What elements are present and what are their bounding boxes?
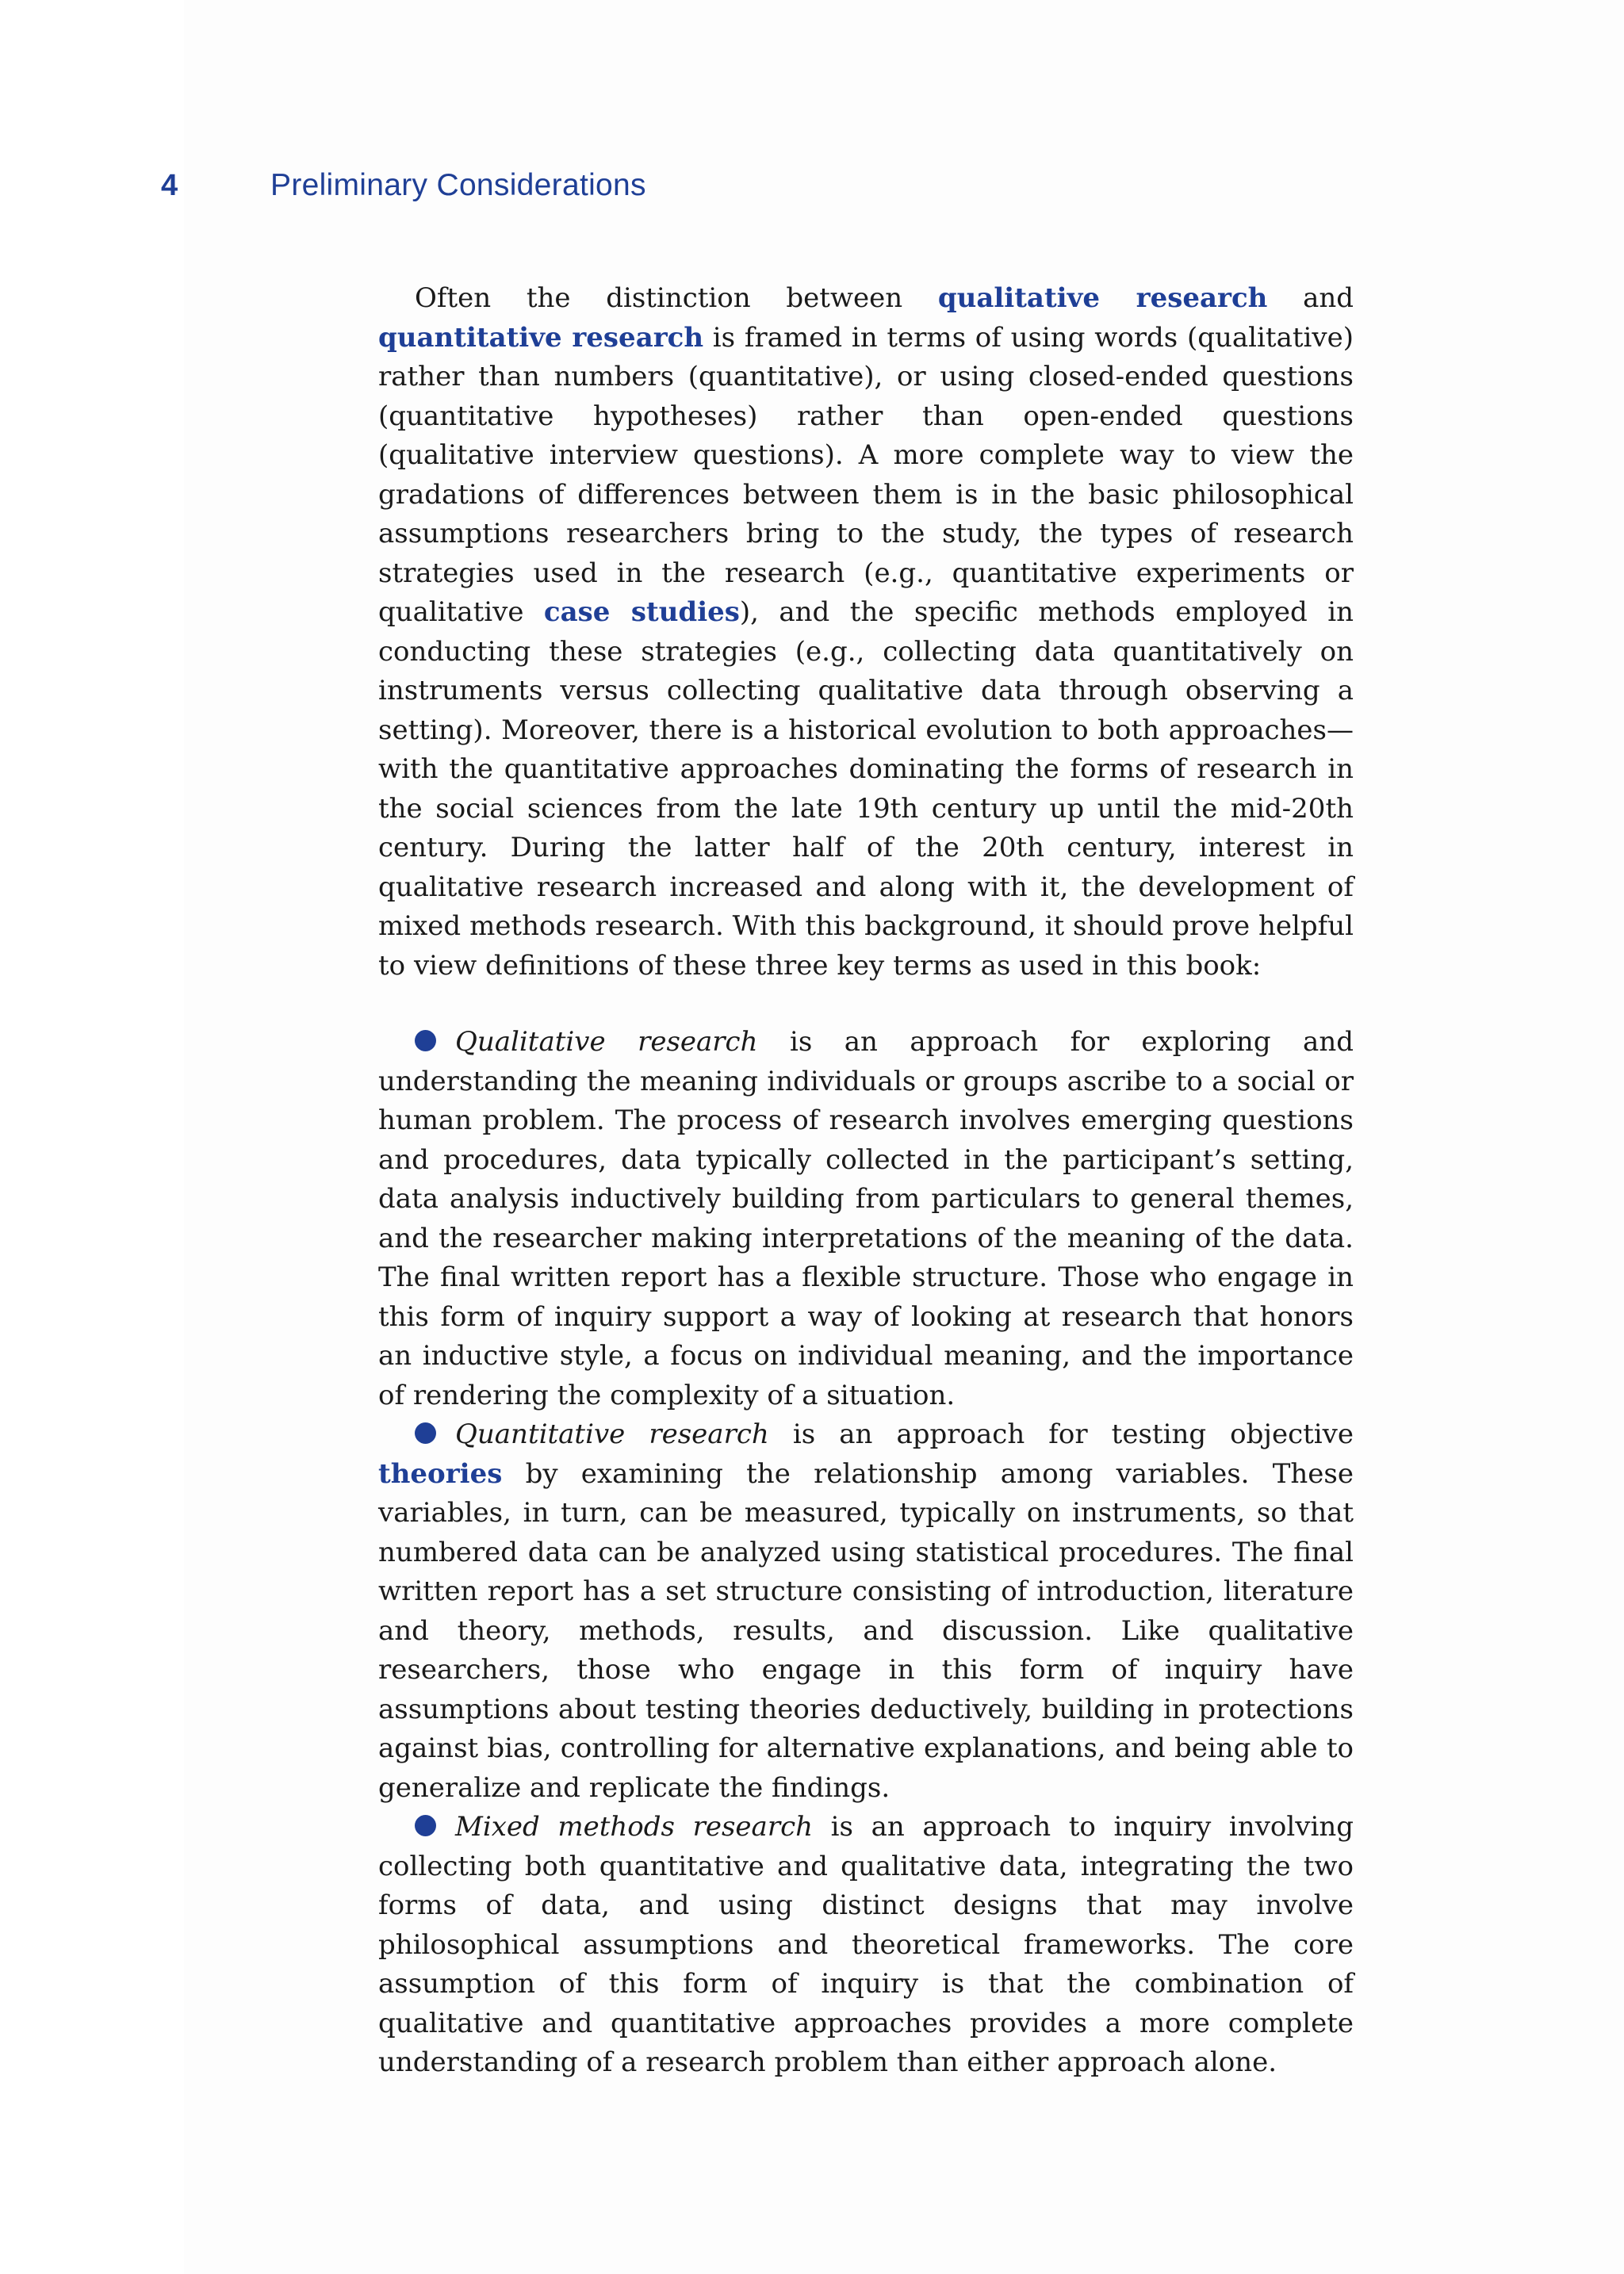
definition-list: [378, 1023, 1354, 2083]
intro-text-1: Often the distinction between: [415, 282, 938, 314]
definition-mixed-methods: [378, 1808, 1354, 2083]
bullet-icon: [415, 1422, 436, 1444]
definition-quantitative: [378, 1415, 1354, 1808]
page-number: 4: [161, 169, 178, 202]
bullet-icon: [415, 1030, 436, 1051]
definition-qualitative: [378, 1023, 1354, 1415]
definition-text: is an approach for exploring and understanding the meaning individuals or groups ascribe to a social or human problem. The process of research involves emerging questions and procedures, data typically collected in the participant’s setting, data analysis inductively building from particulars to general themes, and the researcher making interpretations of the meaning of the data. The final written report has a flexible structure. Those who engage in this form of inquiry support a way of looking at research that honors an inductive style, a focus on individual meaning, and the importance of rendering the complexity of a situation.: [378, 1026, 1354, 1411]
definition-term: Qualitative research: [455, 1026, 758, 1058]
intro-text-4: ), and the specific methods employed in conducting these strategies (e.g., collecting data quantitatively on instruments versus collecting qualitative data through observing a setting). Moreover, there is a historical evolution to both approaches—with the quantitative approaches dominating the forms of research in the social sciences from the late 19th century up until the mid-20th century. During the latter half of the 20th century, interest in qualitative research increased and along with it, the development of mixed methods research. With this background, it should prove helpful to view definitions of these three key terms as used in this book:: [378, 596, 1354, 982]
intro-text-3: is framed in terms of using words (qualitative) rather than numbers (quantitative), or using closed-ended questions (quantitative hypotheses) rather than open-ended questions (qualitative interview questions). A more complete way to view the gradations of differences between them is in the basic philosophical assumptions researchers bring to the study, the types of research strategies used in the research (e.g., quantitative experiments or qualitative: [378, 321, 1354, 628]
key-term-case-studies: case studies: [543, 596, 740, 628]
definition-text: is an approach for testing objective: [768, 1418, 1354, 1450]
running-title: Preliminary Considerations: [270, 168, 646, 202]
key-term-theories: theories: [378, 1457, 503, 1490]
intro-paragraph: [378, 279, 1354, 986]
definition-term: Quantitative research: [455, 1418, 769, 1450]
key-term-quantitative-research: quantitative research: [378, 321, 704, 354]
bullet-icon: [415, 1815, 436, 1836]
definition-text: is an approach to inquiry involving collecting both quantitative and qualitative data, integrating the two forms of data, and using distinct designs that may involve philosophical assumptions and theoretical frameworks. The core assumption of this form of inquiry is that the combination of qualitative and quantitative approaches provides a more complete understanding of a research problem than either approach alone.: [378, 1811, 1354, 2078]
definition-term: Mixed methods research: [455, 1811, 814, 1843]
intro-text-2: and: [1267, 282, 1354, 314]
definition-text: by examining the relationship among variables. These variables, in turn, can be measured, typically on instruments, so that numbered data can be analyzed using statistical procedures. The final written report has a set structure consisting of introduction, literature and theory, methods, results, and discussion. Like qualitative researchers, those who engage in this form of inquiry have assumptions about testing theories deductively, building in protections against bias, controlling for alternative explanations, and being able to generalize and replicate the findings.: [378, 1457, 1354, 1804]
key-term-qualitative-research: qualitative research: [937, 282, 1268, 314]
running-head: [161, 168, 646, 203]
body-text: [378, 279, 1354, 2083]
